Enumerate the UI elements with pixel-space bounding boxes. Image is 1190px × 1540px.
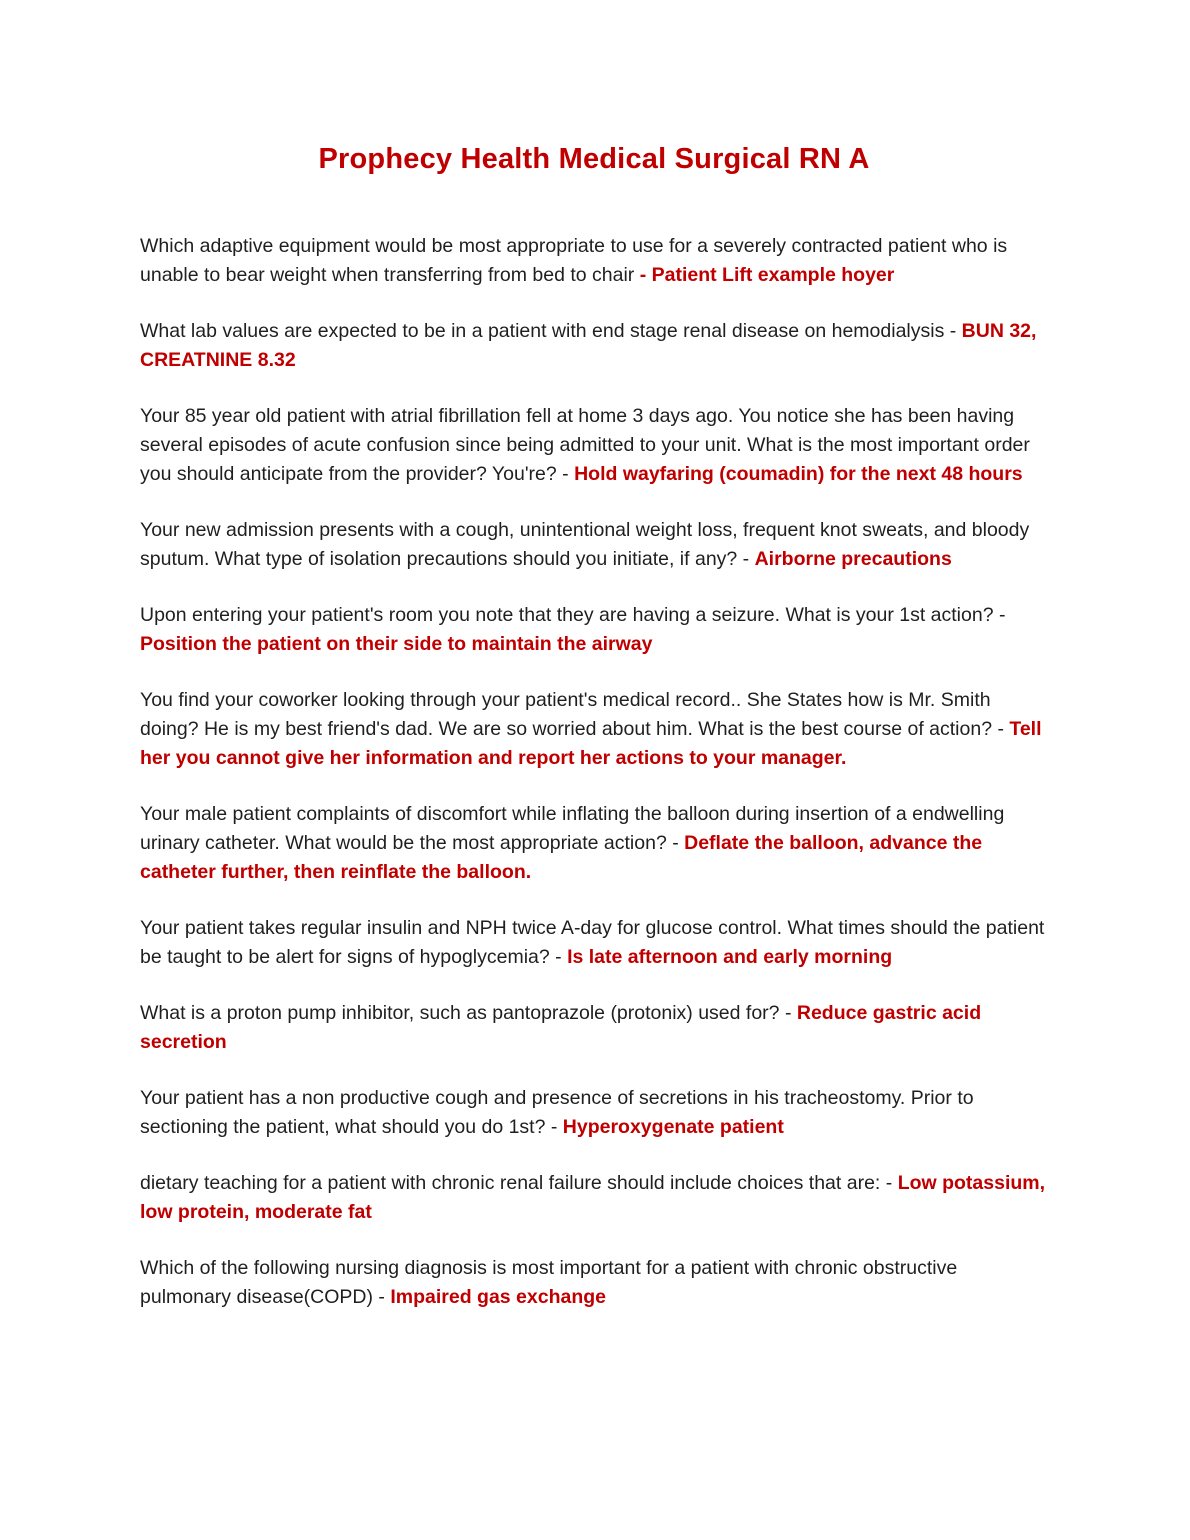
question-item	[140, 1169, 1048, 1227]
question-item	[140, 601, 1048, 659]
question-text: You find your coworker looking through your patient's medical record.. She States how is Mr. Smith doing? He is my best friend's dad. We are so worried about him. What is the best course of action? -	[140, 689, 1010, 740]
answer-text: Is late afternoon and early morning	[567, 946, 893, 968]
answer-text: BUN 32, CREATNINE 8.32	[140, 320, 1037, 371]
question-text: Which of the following nursing diagnosis is most important for a patient with chronic obstructive pulmonary disease(COPD) -	[140, 1257, 958, 1308]
question-text: What lab values are expected to be in a patient with end stage renal disease on hemodialysis -	[140, 320, 962, 342]
question-item	[140, 516, 1048, 574]
question-text: Your new admission presents with a cough, unintentional weight loss, frequent knot sweats, and bloody sputum. What type of isolation precautions should you initiate, if any? -	[140, 519, 1030, 570]
question-text: dietary teaching for a patient with chronic renal failure should include choices that are: -	[140, 1172, 898, 1194]
answer-text: Tell her you cannot give her information and report her actions to your manager.	[140, 718, 1042, 769]
answer-text: Position the patient on their side to maintain the airway	[140, 633, 653, 655]
question-item	[140, 317, 1048, 375]
question-item	[140, 686, 1048, 773]
question-item	[140, 1084, 1048, 1142]
question-text: Your patient has a non productive cough and presence of secretions in his tracheostomy. Prior to sectioning the patient, what should you do 1st? -	[140, 1087, 974, 1138]
page-title: Prophecy Health Medical Surgical RN A	[318, 143, 870, 175]
answer-text: Deflate the balloon, advance the catheter further, then reinflate the balloon.	[140, 832, 983, 883]
question-text: Your patient takes regular insulin and NPH twice A-day for glucose control. What times should the patient be taught to be alert for signs of hypoglycemia? -	[140, 917, 1045, 968]
question-text: Your 85 year old patient with atrial fibrillation fell at home 3 days ago. You notice she has been having several episodes of acute confusion since being admitted to your unit. What is the most important order you should anticipate from the provider? You're? -	[140, 405, 1030, 485]
question-text: Which adaptive equipment would be most appropriate to use for a severely contracted patient who is unable to bear weight when transferring from bed to chair	[140, 235, 1008, 286]
question-text: Your male patient complaints of discomfort while inflating the balloon during insertion of a endwelling urinary catheter. What would be the most appropriate action? -	[140, 803, 1005, 854]
question-item	[140, 232, 1048, 290]
answer-text: Hyperoxygenate patient	[562, 1116, 784, 1138]
answer-text: Impaired gas exchange	[390, 1286, 607, 1308]
question-text: What is a proton pump inhibitor, such as pantoprazole (protonix) used for? -	[140, 1002, 797, 1024]
question-item	[140, 1254, 1048, 1312]
question-item	[140, 914, 1048, 972]
question-item	[140, 999, 1048, 1057]
answer-text: Low potassium, low protein, moderate fat	[140, 1172, 1046, 1223]
question-item	[140, 800, 1048, 887]
answer-text: Reduce gastric acid secretion	[140, 1002, 982, 1053]
answer-text: Airborne precautions	[754, 548, 952, 570]
answer-text: Hold wayfaring (coumadin) for the next 48 hours	[574, 463, 1023, 485]
question-text: Upon entering your patient's room you note that they are having a seizure. What is your 1st action? -	[140, 604, 1006, 626]
question-item	[140, 402, 1048, 489]
answer-text: - Patient Lift example hoyer	[639, 264, 895, 286]
